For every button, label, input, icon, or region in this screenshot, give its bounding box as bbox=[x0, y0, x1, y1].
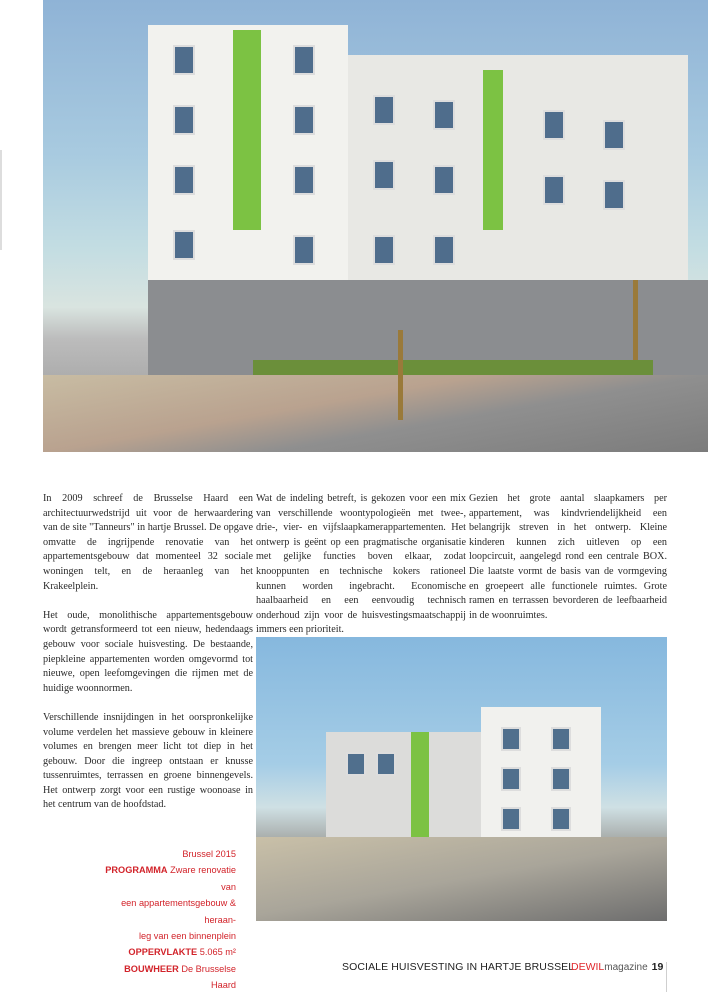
window bbox=[501, 767, 521, 791]
street-pavement bbox=[43, 375, 708, 452]
footer-article-title: SOCIALE HUISVESTING IN HARTJE BRUSSEL bbox=[342, 961, 575, 973]
window bbox=[173, 105, 195, 135]
brand-suffix: magazine bbox=[604, 962, 648, 973]
window bbox=[433, 100, 455, 130]
window bbox=[433, 235, 455, 265]
caption-programma-cont: leg van een binnenplein bbox=[138, 931, 236, 942]
paragraph: In 2009 schreef de Brusselse Haard een architectuurwedstrijd uit voor de herwaardering van de site "Tanneurs" in hartje Brussel. De opgave omvatte de ingrijpende renovatie van het appartementsgebouw dat momenteel 32 sociale woningen telt, en de heraanleg van het Krakeelplein. bbox=[43, 493, 253, 592]
project-caption bbox=[100, 846, 236, 994]
window bbox=[501, 727, 521, 751]
planter-strip bbox=[253, 360, 653, 376]
window bbox=[543, 175, 565, 205]
paragraph: Wat de indeling betreft, is gekozen voor een mix van verschillende woontypologieën met twee-, drie-, vier- en vijfslaapkamerappartementen. Het ontwerp is geënt op een pragmatische organisatie met gelijke functies boven elkaar, zodat knooppunten en technische kokers rationeel kunnen worden ingebracht. Economische haalbaarheid en een eenvoudig technisch onderhoud zijn voor de huisvestingsmaatschappij immers een prioriteit. bbox=[256, 493, 466, 636]
window bbox=[293, 165, 315, 195]
window bbox=[433, 165, 455, 195]
window bbox=[603, 180, 625, 210]
caption-programma: PROGRAMMA Zware renovatie van bbox=[105, 865, 236, 892]
article-column-2 bbox=[256, 492, 466, 653]
window bbox=[373, 95, 395, 125]
footer-brand bbox=[571, 961, 663, 973]
caption-programma-cont: een appartementsgebouw & heraan- bbox=[121, 898, 236, 925]
window bbox=[373, 160, 395, 190]
caption-location-year: Brussel 2015 bbox=[182, 849, 236, 859]
footer-divider bbox=[666, 962, 667, 992]
paragraph: Verschillende insnijdingen in het oorspronkelijke volume verdelen het massieve gebouw in kleinere volumes en brengen meer licht tot diep in het gebouw. Door die ingreep ontstaan er knusse tussenruimtes, terrassen en groene binnengevels. Het ontwerp zorgt voor een rustige woonoase in het centrum van de hoofdstad. bbox=[43, 711, 253, 811]
green-accent bbox=[483, 70, 503, 230]
window bbox=[346, 752, 366, 776]
window bbox=[543, 110, 565, 140]
caption-oppervlakte: OPPERVLAKTE 5.065 m² bbox=[128, 947, 236, 958]
courtyard-ground bbox=[256, 837, 667, 921]
window bbox=[293, 45, 315, 75]
paragraph: Het oude, monolithische appartementsgebouw wordt getransformeerd tot een nieuw, hedendaags gebouw voor sociale huisvesting. De bestaande, piepkleine appartementen worden omgevormd tot nieuwe, open leefomgevingen die rijmen met de huidige woonnormen. bbox=[43, 609, 253, 694]
article-column-1 bbox=[43, 492, 253, 828]
window bbox=[551, 767, 571, 791]
window bbox=[551, 727, 571, 751]
window bbox=[173, 165, 195, 195]
window bbox=[603, 120, 625, 150]
page-edge-rule bbox=[0, 150, 2, 250]
window bbox=[293, 235, 315, 265]
courtyard-image bbox=[256, 637, 667, 921]
window bbox=[373, 235, 395, 265]
hero-building-image bbox=[43, 0, 708, 452]
window bbox=[293, 105, 315, 135]
window bbox=[376, 752, 396, 776]
page-number: 19 bbox=[651, 961, 664, 973]
window bbox=[173, 45, 195, 75]
caption-bouwheer: BOUWHEER De Brusselse Haard bbox=[124, 963, 236, 991]
window bbox=[173, 230, 195, 260]
green-accent bbox=[411, 732, 429, 842]
window bbox=[501, 807, 521, 831]
brand-name: DEWIL bbox=[571, 961, 605, 973]
green-accent bbox=[233, 30, 261, 230]
article-column-3 bbox=[469, 492, 667, 638]
window bbox=[551, 807, 571, 831]
tree bbox=[398, 330, 403, 420]
paragraph: Gezien het grote aantal slaapkamers per appartement, was kindvriendelijkheid een belangrijk streven in het ontwerp. Kleine kinderen kunnen zich uitleven op een loopcircuit, aangelegd rond een centrale BOX. Die laatste vormt de basis van de vormgeving en groepeert alle functionele ruimtes. Grote ramen en terrassen bevorderen de leefbaarheid in de woonruimtes. bbox=[469, 493, 667, 621]
tree bbox=[633, 280, 638, 360]
